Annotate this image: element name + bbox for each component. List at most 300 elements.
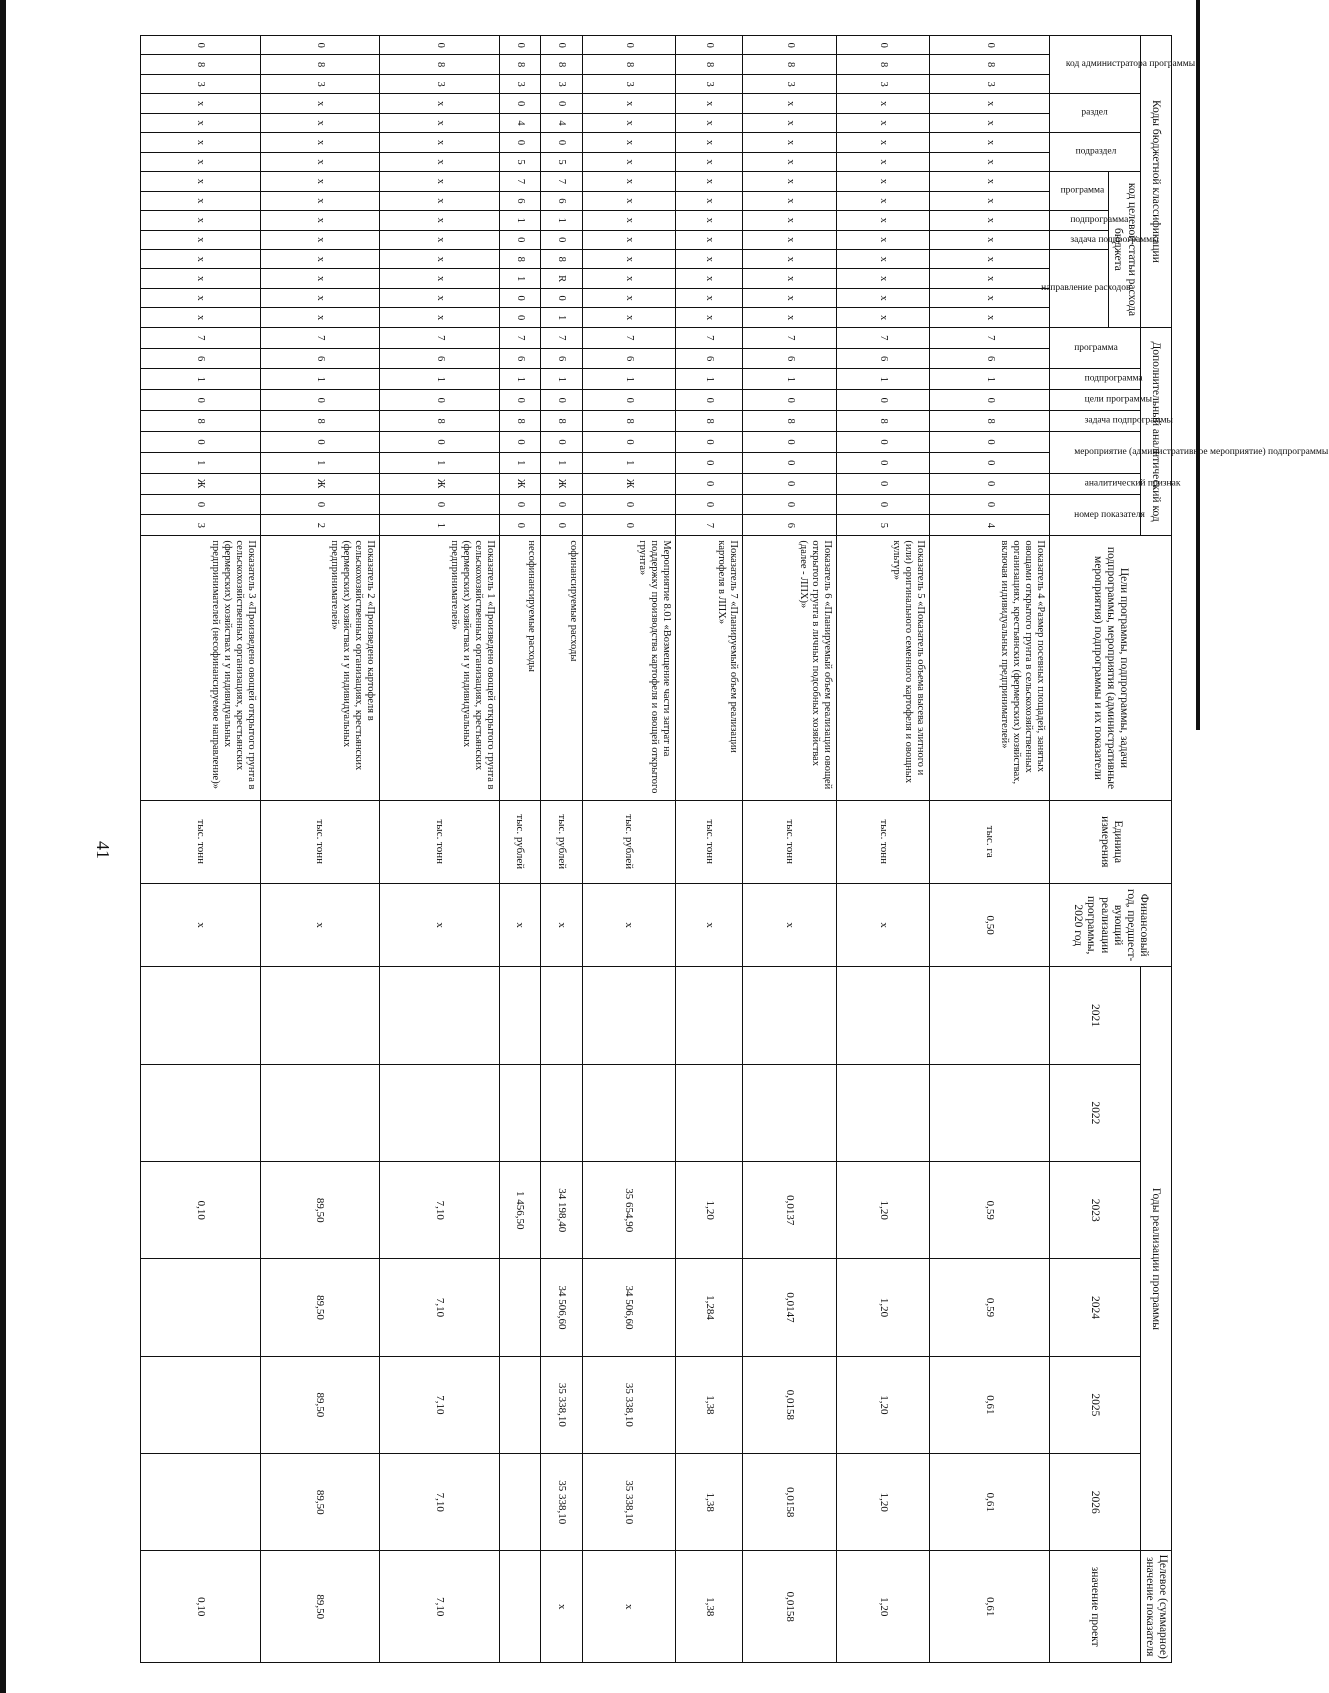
indicator-unit: тыс. тонн (141, 800, 261, 883)
header-year-2021: 2021 (1050, 967, 1140, 1064)
header-section (1050, 94, 1140, 133)
analytic-code-digit: 0 (141, 390, 261, 411)
table-row (836, 36, 930, 1663)
budget-code-digit: 0 (500, 94, 541, 113)
indicator-target-value: 1,20 (836, 1551, 930, 1663)
budget-code-digit: х (836, 152, 930, 171)
budget-code-digit: х (380, 211, 500, 230)
indicator-year-value: 1,20 (836, 1259, 930, 1356)
analytic-code-digit: 6 (743, 348, 837, 369)
header-target-task-text: задача подпрограммы (1069, 234, 1159, 245)
header-goal-prog-text: цели программы (1084, 394, 1153, 405)
indicator-year-value: 0,59 (930, 1259, 1050, 1356)
indicator-unit: тыс. тонн (676, 800, 743, 883)
header-target-subprog (1050, 211, 1128, 230)
indicator-unit: тыс. тонн (380, 800, 500, 883)
budget-code-digit: х (676, 308, 743, 327)
analytic-code-digit: 1 (260, 452, 380, 473)
indicator-year-value: 1,20 (836, 1356, 930, 1453)
budget-code-digit: х (836, 191, 930, 210)
analytic-code-digit: 1 (500, 452, 541, 473)
indicator-year-value: 7,10 (380, 1454, 500, 1551)
budget-code-digit: 0 (582, 36, 676, 55)
indicator-year-value (743, 967, 837, 1064)
analytic-code-digit: 1 (141, 452, 261, 473)
indicator-name: Показатель 6 «Планируемый объем реализации овощей открытого грунта в личных подсобных хозяйствах (далее - ЛПХ)» (743, 536, 837, 800)
indicator-base-value: х (500, 883, 541, 966)
analytic-code-digit: 0 (541, 515, 582, 536)
budget-code-digit: х (743, 230, 837, 249)
indicator-year-value (541, 1064, 582, 1161)
indicator-target-value: 0,0158 (743, 1551, 837, 1663)
budget-code-digit: х (582, 211, 676, 230)
budget-code-digit: х (380, 288, 500, 307)
budget-code-digit: х (836, 211, 930, 230)
analytic-code-digit: 0 (380, 390, 500, 411)
budget-code-digit: 0 (541, 288, 582, 307)
budget-code-digit: 0 (836, 36, 930, 55)
budget-code-digit: 0 (500, 133, 541, 152)
analytic-code-digit: 1 (260, 369, 380, 390)
budget-code-digit: х (743, 211, 837, 230)
budget-code-digit: 7 (500, 172, 541, 191)
analytic-code-digit: 0 (743, 494, 837, 515)
header-direction (1040, 249, 1131, 327)
indicator-year-value (836, 967, 930, 1064)
analytic-code-digit: Ж (141, 473, 261, 494)
budget-code-digit: 5 (541, 152, 582, 171)
analytic-code-digit: 8 (141, 411, 261, 432)
indicator-year-value: 1,38 (676, 1356, 743, 1453)
analytic-code-digit: Ж (500, 473, 541, 494)
budget-code-digit: х (836, 288, 930, 307)
indicator-name: несофинансируемые расходы (500, 536, 541, 800)
budget-code-digit: х (676, 133, 743, 152)
indicator-year-value: 1,284 (676, 1259, 743, 1356)
analytic-code-digit: 0 (836, 494, 930, 515)
indicator-name: софинансируемые расходы (541, 536, 582, 800)
analytic-code-digit: 0 (836, 390, 930, 411)
analytic-code-digit: 0 (582, 390, 676, 411)
budget-code-digit: 0 (541, 230, 582, 249)
budget-code-digit: 8 (541, 249, 582, 268)
budget-code-digit: 3 (141, 74, 261, 93)
budget-code-digit: 5 (500, 152, 541, 171)
indicator-year-value (260, 1064, 380, 1161)
analytic-code-digit: 7 (836, 327, 930, 348)
budget-code-digit: х (930, 288, 1050, 307)
analytic-code-digit: 6 (582, 348, 676, 369)
analytic-code-digit: 0 (676, 390, 743, 411)
budget-code-digit: 0 (676, 36, 743, 55)
budget-code-digit: х (743, 249, 837, 268)
analytic-code-digit: 6 (541, 348, 582, 369)
budget-code-digit: х (380, 308, 500, 327)
indicator-year-value (930, 1064, 1050, 1161)
budget-code-digit: х (836, 172, 930, 191)
analytic-code-digit: 0 (676, 432, 743, 453)
budget-code-digit: х (582, 288, 676, 307)
header-target-prog (1050, 172, 1109, 211)
header-extra-prog (1050, 327, 1140, 369)
analytic-code-digit: 1 (141, 369, 261, 390)
header-admin-code (1050, 36, 1196, 94)
budget-code-digit: х (930, 172, 1050, 191)
budget-code-digit: х (582, 152, 676, 171)
indicator-unit: тыс. рублей (582, 800, 676, 883)
header-year-2026: 2026 (1050, 1454, 1140, 1551)
budget-code-digit: х (141, 172, 261, 191)
budget-code-digit: х (676, 249, 743, 268)
analytic-code-digit: 1 (541, 452, 582, 473)
budget-code-digit: 0 (541, 94, 582, 113)
table-row (676, 36, 743, 1663)
budget-code-digit: х (141, 269, 261, 288)
analytic-code-digit: Ж (541, 473, 582, 494)
indicator-year-value (676, 967, 743, 1064)
budget-code-digit: 0 (541, 133, 582, 152)
budget-code-digit: х (743, 94, 837, 113)
indicator-year-value (500, 1356, 541, 1453)
budget-code-digit: х (676, 172, 743, 191)
table-row (141, 36, 261, 1663)
analytic-code-digit: Ж (582, 473, 676, 494)
indicator-target-value: х (582, 1551, 676, 1663)
indicator-year-value: 1,20 (676, 1162, 743, 1259)
budget-code-digit: 3 (743, 74, 837, 93)
indicator-name: Показатель 5 «Показатель объема высева элитного и (или) оригинального семенного картофеля и овощных культур» (836, 536, 930, 800)
indicator-unit: тыс. рублей (500, 800, 541, 883)
header-extra-task-text: задача подпрограммы (1084, 415, 1174, 426)
indicator-year-value: 0,61 (930, 1356, 1050, 1453)
budget-code-digit: х (676, 113, 743, 132)
budget-code-digit: х (582, 308, 676, 327)
analytic-code-digit: 7 (582, 327, 676, 348)
analytic-code-digit: 6 (930, 348, 1050, 369)
analytic-code-digit: Ж (260, 473, 380, 494)
analytic-code-digit: 1 (836, 369, 930, 390)
table-row (743, 36, 837, 1663)
budget-code-digit: 3 (676, 74, 743, 93)
budget-code-digit: х (380, 113, 500, 132)
budget-code-digit: 3 (380, 74, 500, 93)
budget-code-digit: х (676, 230, 743, 249)
indicator-year-value (380, 1064, 500, 1161)
budget-code-digit: х (582, 113, 676, 132)
analytic-code-digit: 1 (500, 369, 541, 390)
analytic-code-digit: 1 (380, 452, 500, 473)
budget-code-digit: х (141, 308, 261, 327)
budget-code-digit: х (743, 113, 837, 132)
budget-code-digit: х (260, 211, 380, 230)
budget-code-digit: 0 (260, 36, 380, 55)
indicator-target-value: х (541, 1551, 582, 1663)
indicator-year-value (141, 1454, 261, 1551)
budget-code-digit: 4 (500, 113, 541, 132)
budget-code-digit: х (743, 191, 837, 210)
budget-code-digit: 8 (836, 55, 930, 74)
indicator-unit: тыс. тонн (743, 800, 837, 883)
budget-code-digit: х (743, 308, 837, 327)
indicator-year-value (676, 1064, 743, 1161)
budget-code-digit: 0 (541, 36, 582, 55)
header-budget-codes: Коды бюджетной классификации (1140, 36, 1171, 328)
header-section-text: раздел (1081, 107, 1109, 118)
indicator-year-value: 34 506,60 (541, 1259, 582, 1356)
analytic-code-digit: 0 (930, 494, 1050, 515)
analytic-code-digit: 8 (930, 411, 1050, 432)
header-indicator-no (1050, 494, 1146, 536)
budget-code-digit: х (260, 191, 380, 210)
budget-code-digit: х (380, 249, 500, 268)
budget-code-digit: 1 (500, 211, 541, 230)
budget-code-digit: 3 (541, 74, 582, 93)
budget-code-digit: х (582, 172, 676, 191)
indicator-year-value (930, 967, 1050, 1064)
indicator-year-value: 0,0137 (743, 1162, 837, 1259)
header-target-code: код целевой статьи расхода бюджета (1109, 172, 1140, 328)
analytic-code-digit: 7 (541, 327, 582, 348)
budget-code-digit: х (582, 249, 676, 268)
analytic-code-digit: 7 (260, 327, 380, 348)
analytic-code-digit: 0 (743, 432, 837, 453)
indicator-target-value: 0,61 (930, 1551, 1050, 1663)
budget-code-digit: х (380, 191, 500, 210)
budget-code-digit: х (380, 230, 500, 249)
indicator-year-value: 1,38 (676, 1454, 743, 1551)
indicator-year-value (836, 1064, 930, 1161)
budget-code-digit: 8 (582, 55, 676, 74)
analytic-code-digit: 6 (380, 348, 500, 369)
analytic-code-digit: 0 (743, 452, 837, 473)
indicator-year-value: 35 338,10 (582, 1454, 676, 1551)
budget-code-digit: х (141, 211, 261, 230)
analytic-code-digit: 0 (836, 452, 930, 473)
budget-code-digit: х (260, 133, 380, 152)
analytic-code-digit: 0 (836, 473, 930, 494)
indicator-year-value: 0,0147 (743, 1259, 837, 1356)
budget-code-digit: х (930, 211, 1050, 230)
budget-code-digit: х (582, 94, 676, 113)
table-row (582, 36, 676, 1663)
header-base-year: Финансовый год, предшест-вующий реализации программы, 2020 год (1050, 883, 1172, 966)
analytic-code-digit: 0 (541, 390, 582, 411)
indicator-target-value: 89,50 (260, 1551, 380, 1663)
analytic-code-digit: 0 (380, 494, 500, 515)
budget-code-digit: х (260, 249, 380, 268)
budget-code-digit: 6 (541, 191, 582, 210)
analytic-code-digit: 3 (141, 515, 261, 536)
analytic-code-digit: 0 (582, 432, 676, 453)
budget-code-digit: х (836, 269, 930, 288)
analytic-code-digit: 1 (930, 369, 1050, 390)
analytic-code-digit: 1 (743, 369, 837, 390)
budget-code-digit: 8 (141, 55, 261, 74)
analytic-code-digit: 0 (500, 390, 541, 411)
budget-code-digit: 3 (500, 74, 541, 93)
indicator-year-value: 0,10 (141, 1162, 261, 1259)
header-target-prog-text: программа (1060, 185, 1104, 196)
analytic-code-digit: 8 (500, 411, 541, 432)
indicator-name: Мероприятие 8.01 «Возмещение части затрат на поддержку производства картофеля и овощей открытого грунта» (582, 536, 676, 800)
indicator-year-value: 34 506,60 (582, 1259, 676, 1356)
analytic-code-digit: 0 (500, 432, 541, 453)
budget-code-digit: х (380, 133, 500, 152)
indicator-year-value: 89,50 (260, 1454, 380, 1551)
budget-code-digit: х (141, 288, 261, 307)
budget-code-digit: 3 (582, 74, 676, 93)
budget-code-digit: х (930, 152, 1050, 171)
indicator-year-value (141, 1259, 261, 1356)
budget-code-digit: 1 (541, 308, 582, 327)
budget-code-digit: 0 (930, 36, 1050, 55)
budget-code-digit: х (260, 113, 380, 132)
indicator-name: Показатель 2 «Произведено картофеля в сельскохозяйственных организациях, крестьянских (фермерских) хозяйствах и у индивидуальных предпринимателей» (260, 536, 380, 800)
program-indicators-table (140, 35, 1329, 1663)
header-years-group: Годы реализации программы (1140, 967, 1171, 1551)
budget-code-digit: 6 (500, 191, 541, 210)
analytic-code-digit: 0 (141, 432, 261, 453)
analytic-code-digit: 7 (676, 327, 743, 348)
analytic-code-digit: 0 (743, 390, 837, 411)
analytic-code-digit: 0 (930, 452, 1050, 473)
budget-code-digit: х (676, 288, 743, 307)
header-target-subprog-text: подпрограмма (1069, 214, 1128, 225)
budget-code-digit: R (541, 269, 582, 288)
analytic-code-digit: 6 (260, 348, 380, 369)
indicator-year-value (500, 1259, 541, 1356)
analytic-code-digit: 0 (141, 494, 261, 515)
budget-code-digit: х (930, 191, 1050, 210)
header-target-sub: значение проект (1050, 1551, 1140, 1663)
indicator-year-value: 34 198,40 (541, 1162, 582, 1259)
budget-code-digit: х (930, 269, 1050, 288)
indicator-year-value: 89,50 (260, 1356, 380, 1453)
analytic-code-digit: 8 (836, 411, 930, 432)
analytic-code-digit: 7 (380, 327, 500, 348)
budget-code-digit: 8 (260, 55, 380, 74)
indicator-year-value: 89,50 (260, 1259, 380, 1356)
indicator-year-value: 35 338,10 (541, 1356, 582, 1453)
indicator-target-value: 0,10 (141, 1551, 261, 1663)
indicator-target-value: 1,38 (676, 1551, 743, 1663)
budget-code-digit: х (380, 94, 500, 113)
budget-code-digit: 8 (930, 55, 1050, 74)
budget-code-digit: 0 (500, 308, 541, 327)
budget-code-digit: 8 (500, 249, 541, 268)
indicator-year-value (141, 1356, 261, 1453)
budget-code-digit: х (676, 269, 743, 288)
indicator-unit: тыс. тонн (836, 800, 930, 883)
header-extra-prog-text: программа (1074, 342, 1119, 353)
indicator-base-value: х (582, 883, 676, 966)
analytic-code-digit: 0 (930, 432, 1050, 453)
indicator-base-value: х (380, 883, 500, 966)
analytic-code-digit: 0 (676, 452, 743, 473)
budget-code-digit: х (930, 230, 1050, 249)
budget-code-digit: 3 (260, 74, 380, 93)
indicator-name: Показатель 7 «Планируемый объем реализации картофеля в ЛПХ» (676, 536, 743, 800)
analytic-code-digit: 6 (500, 348, 541, 369)
indicator-base-value: х (541, 883, 582, 966)
indicator-base-value: х (836, 883, 930, 966)
indicator-year-value: 7,10 (380, 1356, 500, 1453)
indicator-year-value: 0,61 (930, 1454, 1050, 1551)
analytic-code-digit: 0 (836, 432, 930, 453)
budget-code-digit: х (836, 94, 930, 113)
analytic-code-digit: 1 (380, 515, 500, 536)
page-number: 41 (93, 841, 113, 859)
analytic-code-digit: 6 (676, 348, 743, 369)
indicator-year-value: 7,10 (380, 1162, 500, 1259)
analytic-code-digit: 8 (380, 411, 500, 432)
budget-code-digit: х (582, 133, 676, 152)
budget-code-digit: х (260, 172, 380, 191)
indicator-year-value: 35 338,10 (582, 1356, 676, 1453)
header-year-2022: 2022 (1050, 1064, 1140, 1161)
budget-code-digit: 0 (500, 230, 541, 249)
indicator-year-value (260, 967, 380, 1064)
indicator-target-value: 7,10 (380, 1551, 500, 1663)
indicator-target-value (500, 1551, 541, 1663)
indicator-year-value: 0,59 (930, 1162, 1050, 1259)
indicator-year-value: 35 654,90 (582, 1162, 676, 1259)
budget-code-digit: 8 (676, 55, 743, 74)
table-row (500, 36, 541, 1663)
budget-code-digit: х (836, 113, 930, 132)
header-extra-code: Дополнительный аналитический код (1140, 327, 1171, 536)
budget-code-digit: х (260, 288, 380, 307)
header-indicator-no-text: номер показателя (1074, 509, 1146, 520)
budget-code-digit: х (930, 308, 1050, 327)
header-extra-subprog (1050, 369, 1143, 390)
indicator-year-value: 1,20 (836, 1454, 930, 1551)
analytic-code-digit: 8 (676, 411, 743, 432)
budget-code-digit: х (582, 191, 676, 210)
budget-code-digit: 8 (380, 55, 500, 74)
analytic-code-digit: 5 (836, 515, 930, 536)
header-measure-text: мероприятие (административное мероприятие) подпрограммы (1074, 446, 1329, 457)
budget-code-digit: 0 (500, 288, 541, 307)
header-analytic-text: аналитический признак (1084, 478, 1181, 489)
analytic-code-digit: 4 (930, 515, 1050, 536)
header-year-2024: 2024 (1050, 1259, 1140, 1356)
analytic-code-digit: 7 (141, 327, 261, 348)
analytic-code-digit: 0 (260, 432, 380, 453)
budget-code-digit: х (141, 249, 261, 268)
analytic-code-digit: 6 (836, 348, 930, 369)
analytic-code-digit: 7 (743, 327, 837, 348)
analytic-code-digit: 7 (930, 327, 1050, 348)
indicator-base-value: х (676, 883, 743, 966)
indicator-year-value: 35 338,10 (541, 1454, 582, 1551)
analytic-code-digit: 1 (582, 369, 676, 390)
header-analytic (1050, 473, 1181, 494)
indicator-name: Показатель 4 «Размер посевных площадей, занятых овощами открытого грунта в сельскохозяйственных организациях, крестьянских (фермерских) хозяйствах, включая индивидуальных предпринимателей» (930, 536, 1050, 800)
header-admin-code-text: код администратора программы (1066, 59, 1196, 70)
header-extra-task (1050, 411, 1174, 432)
header-subsection (1050, 133, 1140, 172)
budget-code-digit: х (380, 152, 500, 171)
indicator-year-value: 1,20 (836, 1162, 930, 1259)
analytic-code-digit: 0 (676, 473, 743, 494)
indicator-unit: тыс. га (930, 800, 1050, 883)
analytic-code-digit: 6 (141, 348, 261, 369)
indicator-base-value: х (260, 883, 380, 966)
budget-code-digit: 1 (500, 269, 541, 288)
analytic-code-digit: 7 (676, 515, 743, 536)
analytic-code-digit: 1 (582, 452, 676, 473)
